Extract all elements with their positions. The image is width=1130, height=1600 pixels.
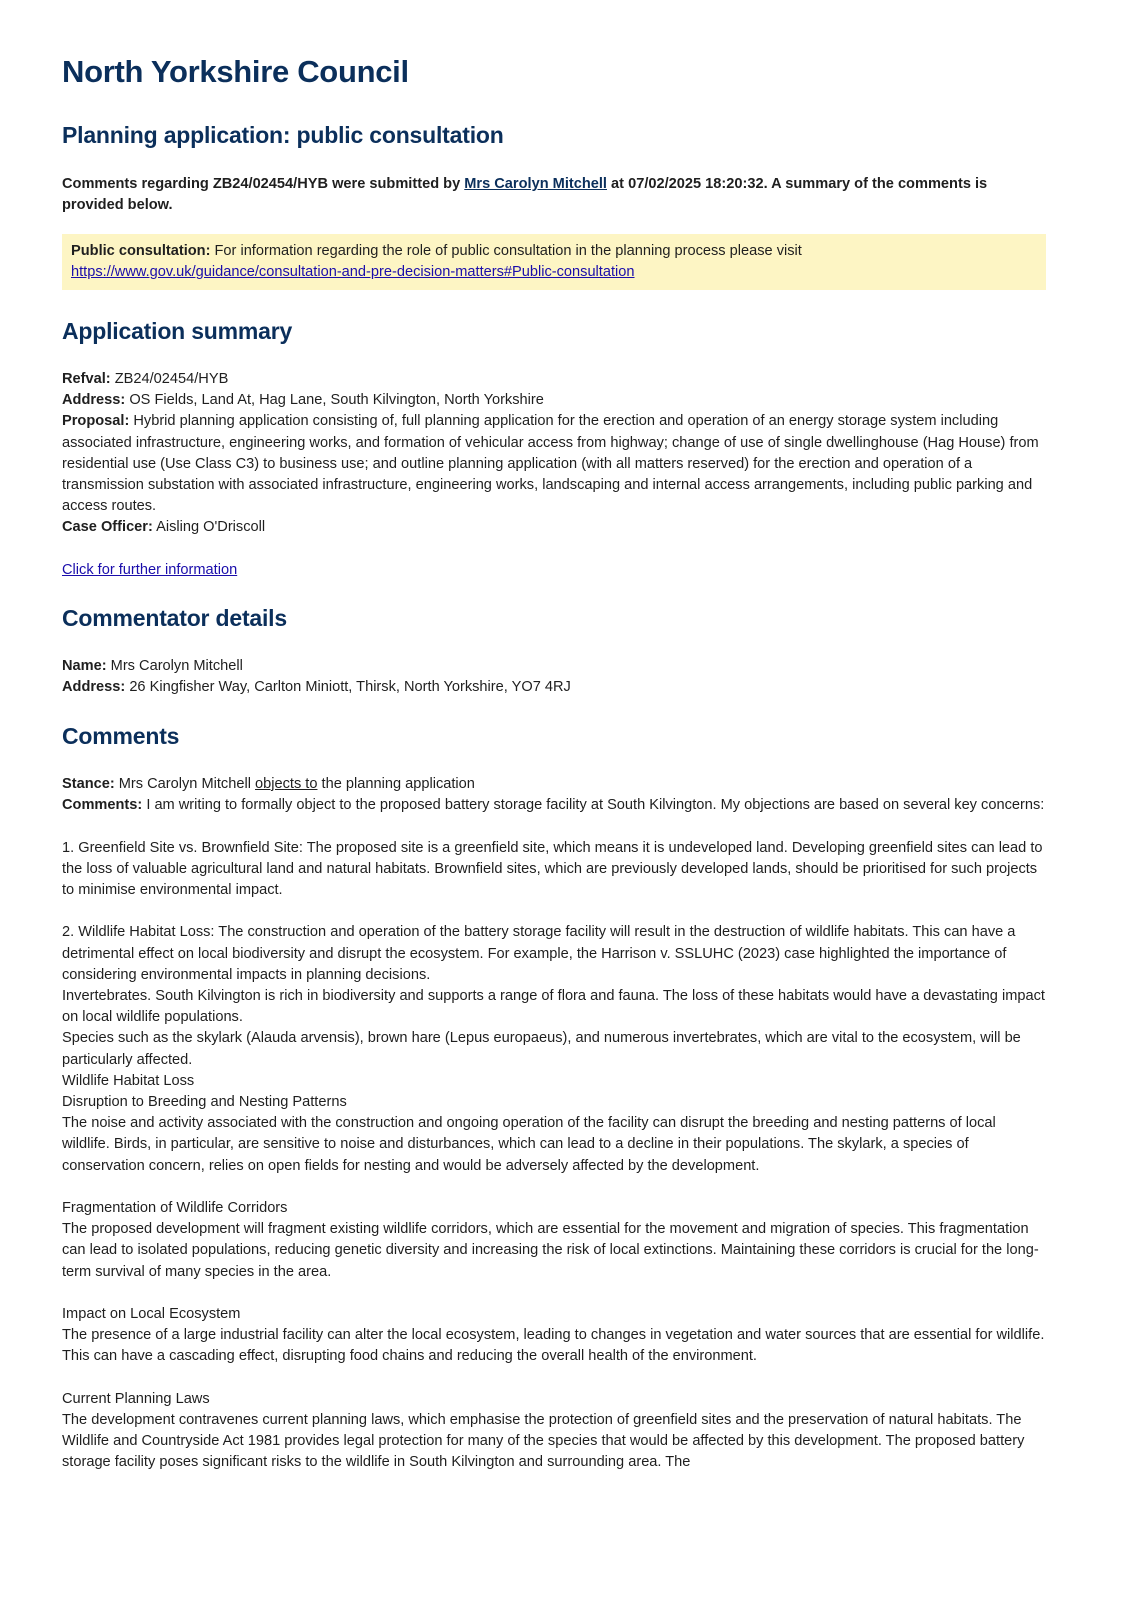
comment-line: Invertebrates. South Kilvington is rich in biodiversity and supports a range of flora and fauna. The loss of these habitats would have a devastating impact on local wildlife populations. [62,988,1045,1026]
comment-paragraph [62,922,1046,1176]
commentator-details [62,656,1046,698]
refval-label: Refval: [62,371,111,387]
org-title: North Yorkshire Council [62,54,409,89]
public-consultation-notice [62,234,1046,290]
comment-line: Impact on Local Ecosystem [62,1306,241,1323]
intro-text [62,174,1046,216]
name-value: Mrs Carolyn Mitchell [106,658,243,674]
comment-line: Species such as the skylark (Alauda arvensis), brown hare (Lepus europaeus), and numerous invertebrates, which are vital to the ecosystem, will be particularly affected. [62,1030,1021,1068]
comment-line: Current Planning Laws [62,1390,210,1407]
proposal-label: Proposal: [62,413,130,430]
commentator-address-value: 26 Kingfisher Way, Carlton Miniott, Thirsk, North Yorkshire, YO7 4RJ [125,679,571,696]
intro-suffix: at 07/02/2025 18:20:32. A summary of the comments is provided below. [62,176,988,214]
comment-line: The noise and activity associated with the construction and ongoing operation of the facility can disrupt the breeding and nesting patterns of local wildlife. Birds, in particular, are sensitive to noise and disturbances, which can lead to a decline in their populations. The skylark, a species of conservation concern, relies on open fields for nesting and would be adversely affected by the development. [62,1115,996,1174]
comment-paragraph [62,838,1046,902]
address-label: Address: [62,392,126,409]
comment-line: Wildlife Habitat Loss [62,1072,195,1089]
address-value: OS Fields, Land At, Hag Lane, South Kilvington, North Yorkshire [125,392,544,409]
intro-prefix: Comments regarding ZB24/02454/HYB were submitted by [62,176,465,192]
comments-heading: Comments [62,723,180,749]
commentator-link[interactable]: Mrs Carolyn Mitchell [464,176,607,192]
further-information-link[interactable]: Click for further information [62,561,238,578]
comments-section [62,774,1046,1495]
notice-text: For information regarding the role of public consultation in the planning process please visit [210,243,802,259]
commentator-address-label: Address: [62,679,126,696]
case-officer-value: Aisling O'Driscoll [152,519,266,536]
comment-paragraph [62,1389,1046,1474]
notice-label: Public consultation: [71,243,211,259]
name-label: Name: [62,658,107,674]
comment-line: The presence of a large industrial facility can alter the local ecosystem, leading to changes in vegetation and water sources that are essential for wildlife. This can have a cascading effect, disrupting food chains and reducing the overall health of the environment. [62,1327,1045,1365]
comment-line: The proposed development will fragment existing wildlife corridors, which are essential for the movement and migration of species. This fragmentation can lead to isolated populations, reducing genetic diversity and increasing the risk of local extinctions. Maintaining these corridors is crucial for the long-term survival of many species in the area. [62,1221,1039,1280]
stance-value: objects to [255,776,318,792]
comment-line: Fragmentation of Wildlife Corridors [62,1200,288,1217]
comment-line: The development contravenes current planning laws, which emphasise the protection of greenfield sites and the preservation of natural habitats. The Wildlife and Countryside Act 1981 provides legal protection for many of the species that would be affected by this development. The proposed battery storage facility poses significant risks to the wildlife in South Kilvington and surrounding area. The [62,1412,1025,1471]
commentator-details-heading: Commentator details [62,605,287,631]
gov-guidance-link[interactable]: https://www.gov.uk/guidance/consultation-and-pre-decision-matters#Public-consultation [71,264,635,281]
stance-label: Stance: [62,776,115,792]
comments-label: Comments: [62,797,143,814]
stance-suffix: the planning application [317,776,475,792]
case-officer-label: Case Officer: [62,519,153,536]
comments-intro: I am writing to formally object to the proposed battery storage facility at South Kilvington. My objections are based on several key concerns: [142,797,1045,814]
proposal-value: Hybrid planning application consisting of, full planning application for the erection and operation of an energy storage system including associated infrastructure, engineering works, and formation of vehicular access from highway; change of use of single dwellinghouse (Hag House) from residential use (Use Class C3) to business use; and outline planning application (with all matters reserved) for the erection and operation of a transmission substation with associated infrastructure, engineering works, landscaping and internal access arrangements, including public parking and access routes. [62,413,1039,515]
comment-paragraph [62,1304,1046,1368]
stance-prefix: Mrs Carolyn Mitchell [114,776,256,792]
application-summary-heading: Application summary [62,318,293,344]
comment-line: 1. Greenfield Site vs. Brownfield Site: The proposed site is a greenfield site, which means it is undeveloped land. Developing greenfield sites can lead to the loss of valuable agricultural land and natural habitats. Brownfield sites, which are previously developed lands, should be prioritised for such projects to minimise environmental impact. [62,839,1043,898]
page-title: Planning application: public consultation [62,122,504,148]
comment-line: 2. Wildlife Habitat Loss: The construction and operation of the battery storage facility will result in the destruction of wildlife habitats. This can have a detrimental effect on local biodiversity and disrupt the ecosystem. For example, the Harrison v. SSLUHC (2023) case highlighted the importance of considering environmental impacts in planning decisions. [62,924,1016,983]
refval-value: ZB24/02454/HYB [110,371,229,387]
comment-paragraphs [62,838,1046,1474]
application-summary [62,369,1046,581]
comment-paragraph [62,1198,1046,1283]
comment-line: Disruption to Breeding and Nesting Patterns [62,1094,347,1111]
